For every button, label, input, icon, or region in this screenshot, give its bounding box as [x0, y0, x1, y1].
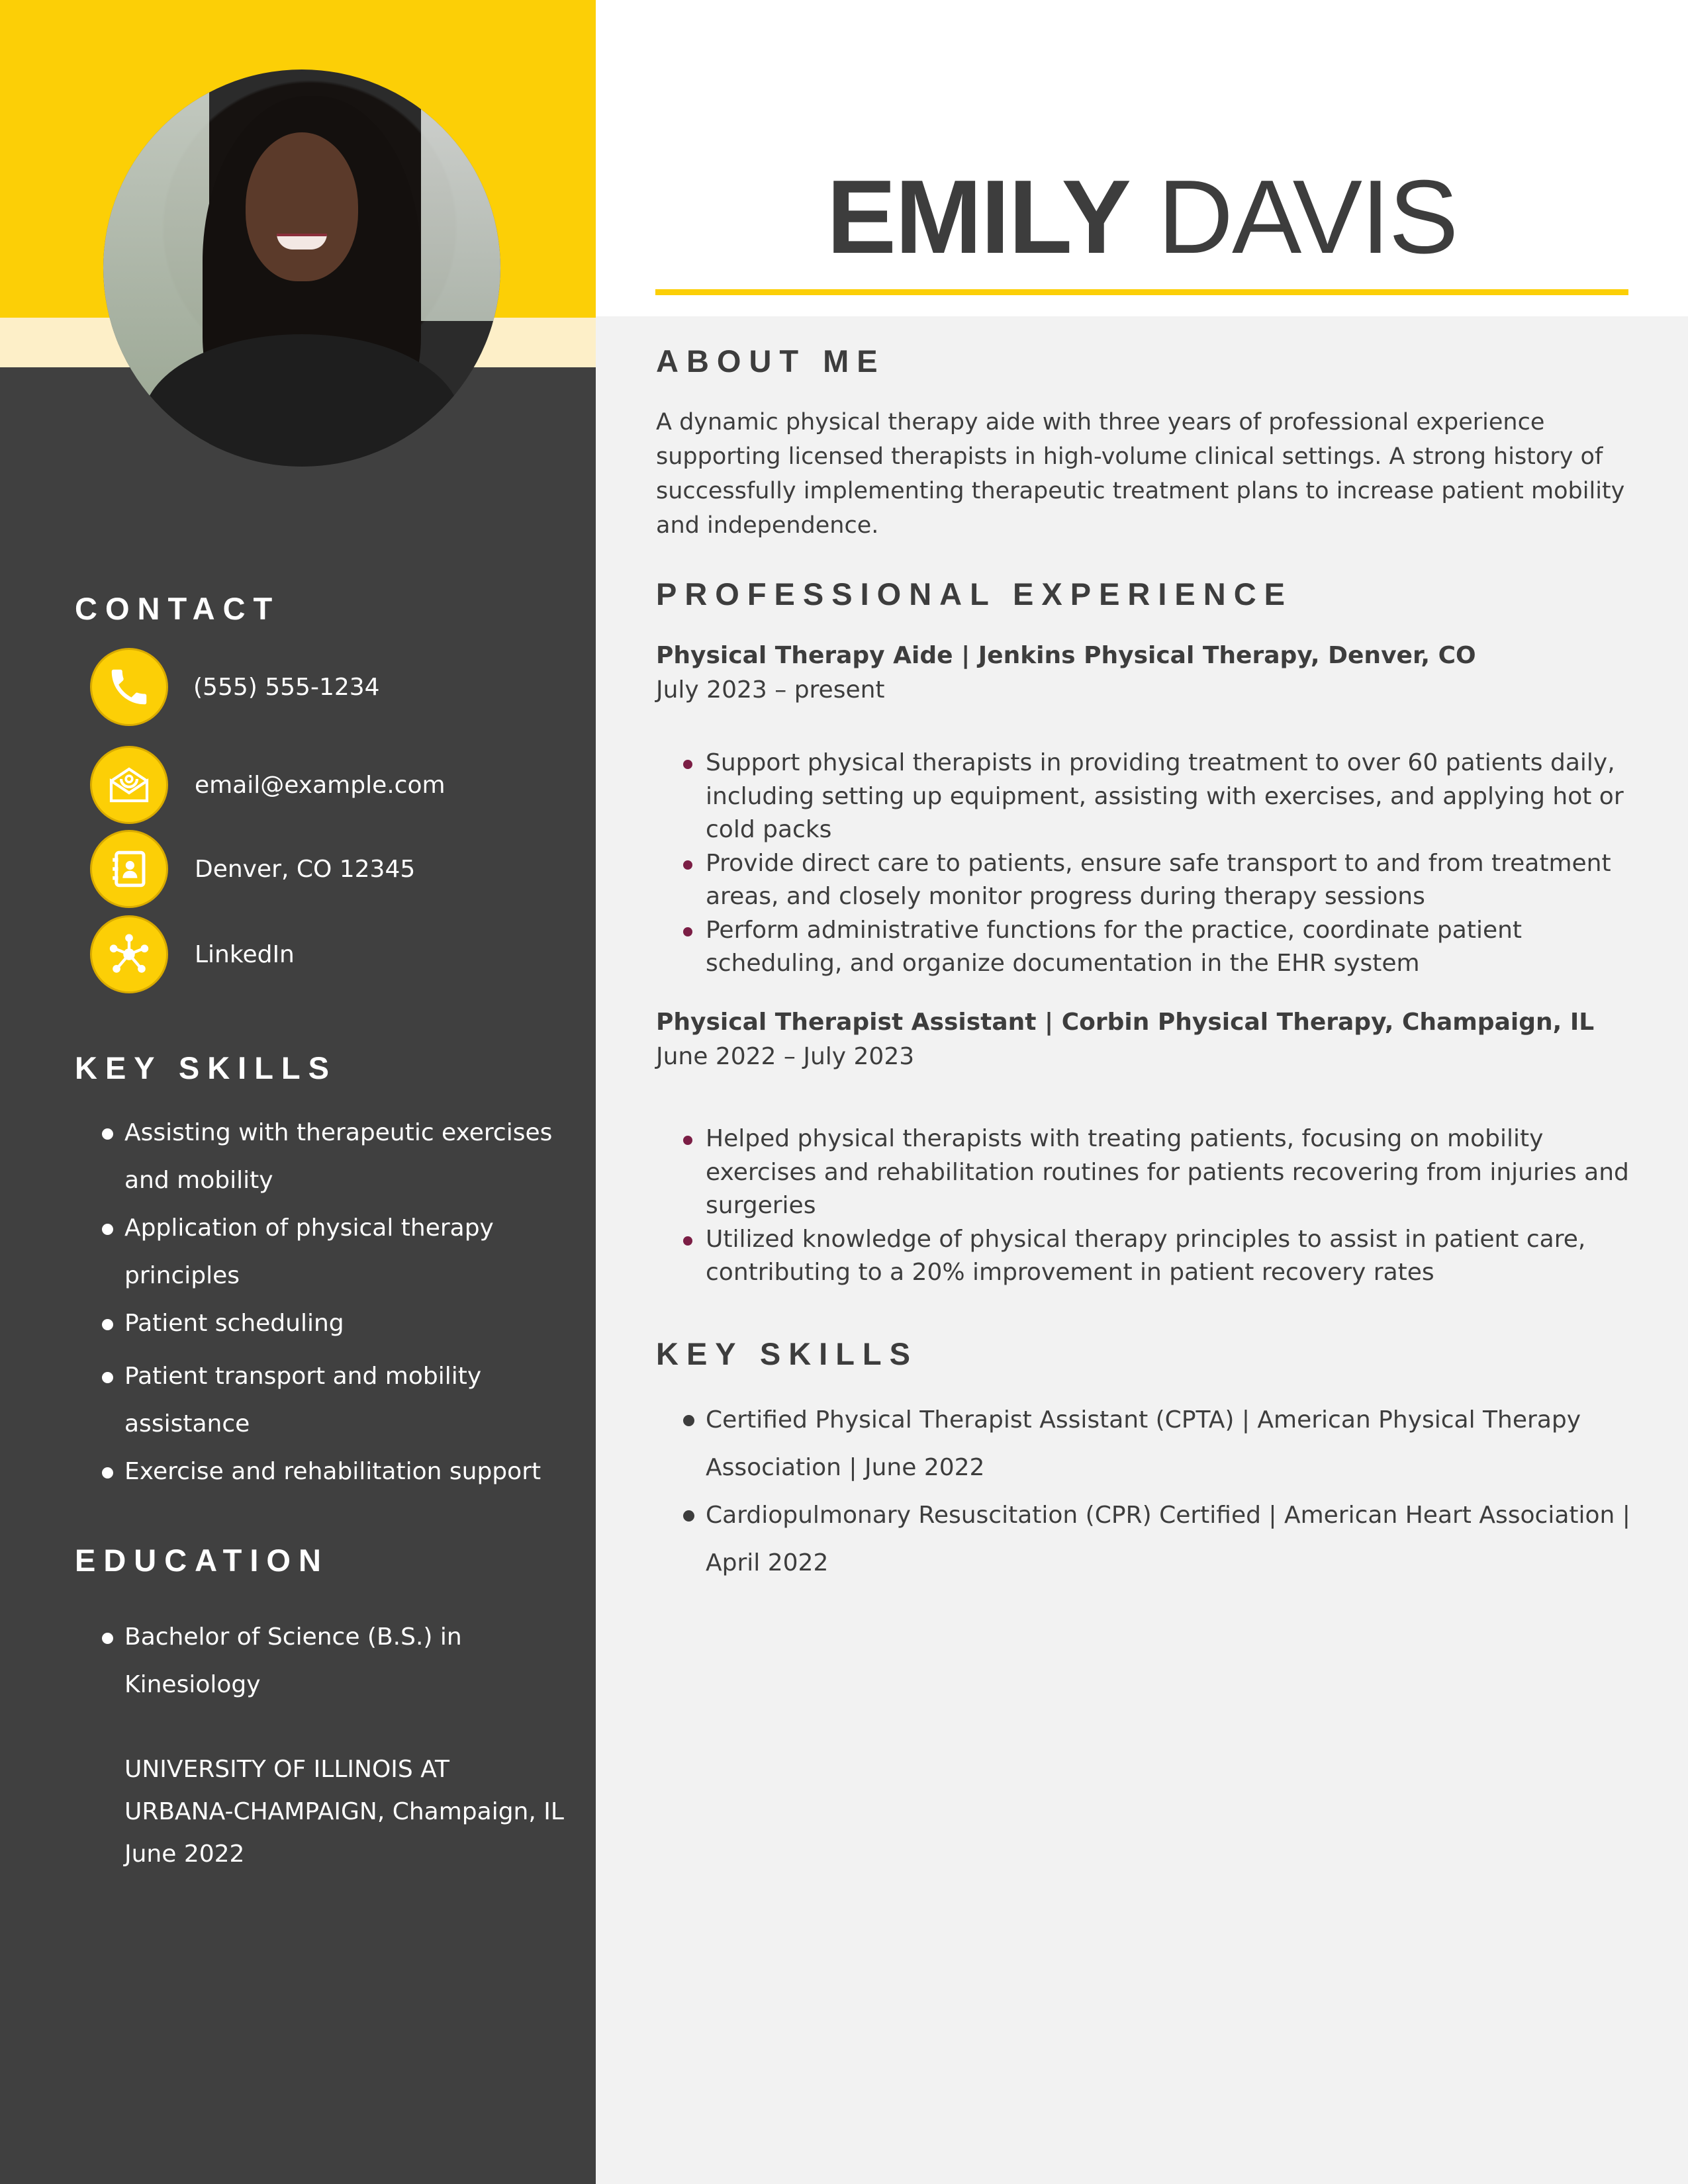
linkedin-link[interactable]: LinkedIn — [195, 940, 295, 968]
education-school — [124, 1749, 588, 1876]
education-date: June 2022 — [124, 1841, 245, 1868]
about-heading: ABOUT ME — [656, 343, 886, 379]
list-item: Utilized knowledge of physical therapy principles to assist in patient care, contributing to a 20% improvement in patient recovery rates — [680, 1223, 1640, 1290]
job-dates: July 2023 – present — [656, 676, 885, 704]
contact-email[interactable] — [90, 744, 580, 826]
list-item: Perform administrative functions for the practice, coordinate patient scheduling, and organize documentation in the EHR system — [680, 914, 1640, 981]
education-degree: Bachelor of Science (B.S.) in Kinesiology — [99, 1614, 510, 1709]
email-icon — [90, 746, 168, 824]
education-heading: EDUCATION — [75, 1543, 329, 1578]
list-item: Helped physical therapists with treating patients, focusing on mobility exercises and rehabilitation routines for patients recovering from injuries and surgeries — [680, 1122, 1640, 1223]
job-title: Physical Therapy Aide | Jenkins Physical Therapy, Denver, CO — [656, 642, 1476, 669]
list-item: Certified Physical Therapist Assistant (CPTA) | American Physical Therapy Association | June 2022 — [680, 1396, 1640, 1492]
experience-heading: PROFESSIONAL EXPERIENCE — [656, 576, 1293, 612]
job-title: Physical Therapist Assistant | Corbin Physical Therapy, Champaign, IL — [656, 1009, 1595, 1036]
address-icon — [90, 830, 168, 908]
name-underline — [655, 289, 1628, 295]
job-dates: June 2022 – July 2023 — [656, 1043, 915, 1070]
contact-heading: CONTACT — [75, 591, 281, 626]
list-item: Cardiopulmonary Resuscitation (CPR) Certified | American Heart Association | April 2022 — [680, 1492, 1640, 1587]
list-item: Patient scheduling — [99, 1300, 576, 1347]
sidebar-skills-heading: KEY SKILLS — [75, 1050, 337, 1085]
phone-text: (555) 555-1234 — [193, 673, 380, 701]
first-name: EMILY — [826, 159, 1130, 275]
job-bullets — [680, 1122, 1640, 1290]
list-item: Patient transport and mobility assistance — [99, 1353, 576, 1448]
list-item: Exercise and rehabilitation support — [99, 1448, 576, 1496]
contact-linkedin[interactable] — [90, 913, 580, 995]
last-name: DAVIS — [1157, 159, 1458, 275]
candidate-name — [655, 151, 1628, 283]
education-school-line2: URBANA-CHAMPAIGN, Champaign, IL — [124, 1798, 564, 1825]
contact-phone[interactable] — [90, 646, 580, 728]
sidebar-skills-list — [99, 1109, 576, 1496]
about-text: A dynamic physical therapy aide with three years of professional experience supporting licensed therapists in high-volume clinical settings. A strong history of successfully implementing therapeutic treatment plans to increase patient mobility and independence. — [656, 409, 1625, 539]
contact-address[interactable] — [90, 828, 580, 910]
education-list — [99, 1614, 510, 1709]
linkedin-icon — [90, 915, 168, 993]
list-item: Application of physical therapy principles — [99, 1205, 576, 1300]
education-school-line1: UNIVERSITY OF ILLINOIS AT — [124, 1756, 450, 1783]
main-skills-list — [680, 1396, 1640, 1587]
list-item: Support physical therapists in providing treatment to over 60 patients daily, including setting up equipment, assisting with exercises, and applying hot or cold packs — [680, 747, 1640, 847]
phone-icon — [90, 648, 168, 726]
job-bullets — [680, 747, 1640, 981]
list-item: Provide direct care to patients, ensure safe transport to and from treatment areas, and closely monitor progress during therapy sessions — [680, 847, 1640, 914]
email-text: email@example.com — [195, 771, 445, 799]
address-text: Denver, CO 12345 — [195, 855, 416, 883]
list-item: Assisting with therapeutic exercises and mobility — [99, 1109, 576, 1205]
main-skills-heading: KEY SKILLS — [656, 1336, 918, 1371]
profile-photo — [103, 69, 500, 467]
